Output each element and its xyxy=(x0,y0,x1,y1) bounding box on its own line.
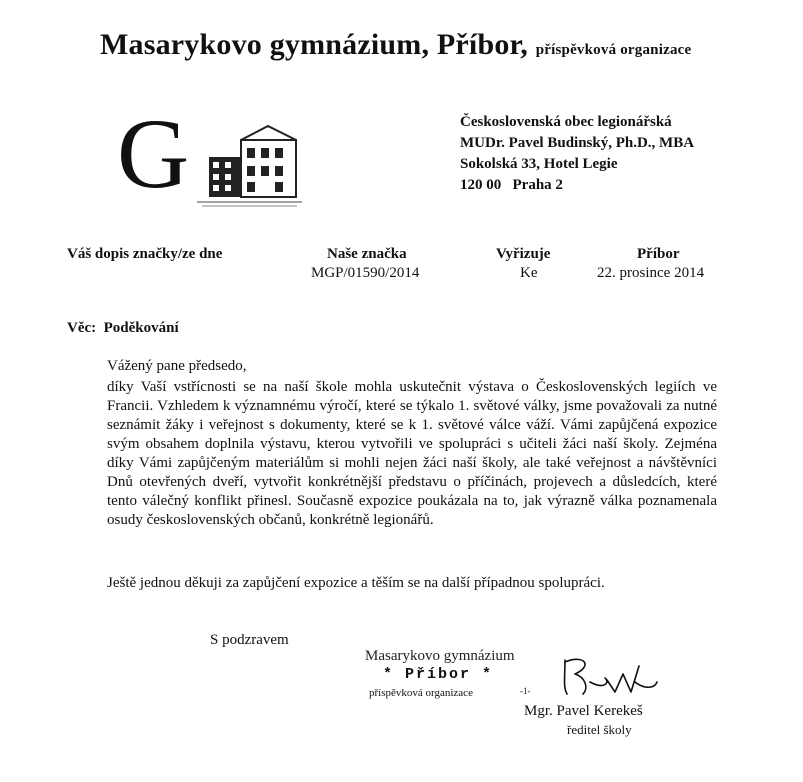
body-paragraph-2: Ještě jednou děkuji za zapůjčení expozice a těším se na další případnou spolupráci. xyxy=(107,575,605,591)
stamp-town: * Příbor * xyxy=(383,666,494,683)
place-label: Příbor xyxy=(637,246,680,262)
school-building-icon xyxy=(117,122,317,212)
recipient-address xyxy=(460,112,694,196)
closing: S podzravem xyxy=(210,632,289,648)
school-name: Masarykovo gymnázium, Příbor, xyxy=(100,28,529,61)
signer-name: Mgr. Pavel Kerekeš xyxy=(524,703,643,719)
handled-by-label: Vyřizuje xyxy=(496,246,551,262)
handwritten-signature xyxy=(545,652,665,702)
signer-role: ředitel školy xyxy=(567,722,632,737)
recipient-organization: Československá obec legionářská xyxy=(460,114,672,130)
stamp-school-name: Masarykovo gymnázium xyxy=(365,648,515,664)
date-value: 22. prosince 2014 xyxy=(597,265,705,281)
body-paragraph-1: díky Vaší vstřícnosti se na naší škole mohla uskutečnit výstava o Československých legiích ve Francii. Vzhledem k významnému výročí, které se týkalo 1. světové války, jsme považovali za nutné seznámit žáky i veřejnost s dokumenty, které se k 1. světové válce váží. Vámi zapůjčená expozice svým obsahem doplnila výstavu, kterou vytvořili ve spolupráci s učiteli žáci naší školy. Zejména díky Vámi zapůjčeným materiálům si mohli nejen žáci naší školy, ale také veřejnost a návštěvníci Dnů otevřených dveří, vytvořit konkrétnější představu o příčinách, projevech a důsledcích, které tento válečný konflikt přinesl. Současně expozice poukázala na to, jak výrazně válka poznamenala osudy československých občanů, konkrétně legionářů. xyxy=(107,379,717,528)
handled-by-value: Ke xyxy=(520,265,538,281)
logo-letter: G xyxy=(117,98,190,209)
stamp-number: -1- xyxy=(520,686,531,696)
recipient-person: MUDr. Pavel Budinský, Ph.D., MBA xyxy=(460,135,695,151)
letterhead-title xyxy=(100,28,691,62)
salutation: Vážený pane předsedo, xyxy=(107,358,247,374)
school-logo xyxy=(117,98,317,212)
school-legal-form: příspěvková organizace xyxy=(535,42,692,58)
our-ref-value: MGP/01590/2014 xyxy=(311,265,420,281)
recipient-street: Sokolská 33, Hotel Legie xyxy=(460,156,618,172)
letter-subject: Věc: Poděkování xyxy=(67,320,179,336)
official-stamp xyxy=(365,648,545,708)
stamp-legal-form: příspěvková organizace xyxy=(369,687,473,699)
recipient-city: 120 00 Praha 2 xyxy=(460,177,563,193)
our-ref-label: Naše značka xyxy=(327,246,407,262)
your-letter-label: Váš dopis značky/ze dne xyxy=(67,246,223,262)
